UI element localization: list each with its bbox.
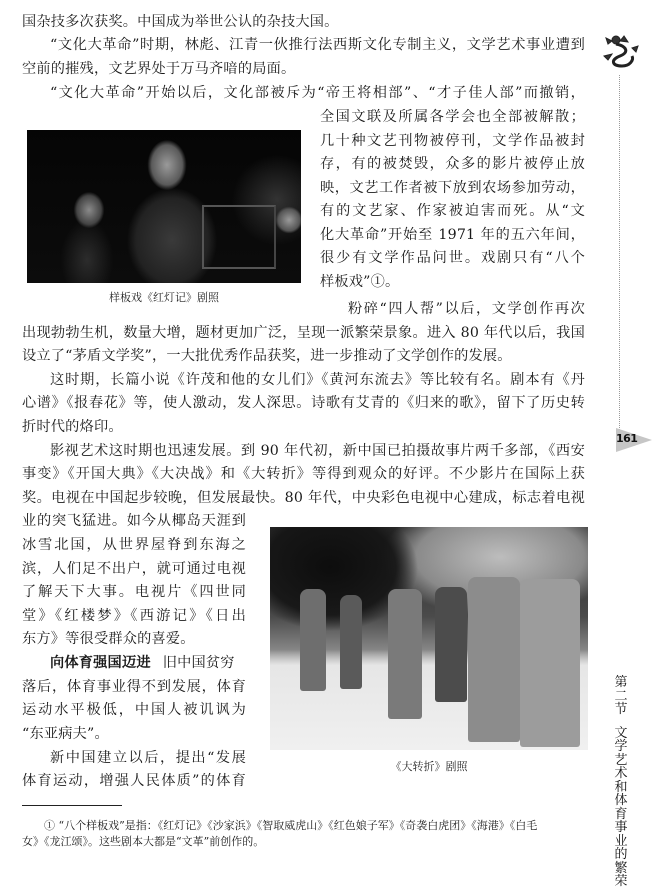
figure-caption: 样板戏《红灯记》剧照: [27, 291, 301, 305]
body-line: 冰雪北国，从世界屋脊到东海之: [22, 535, 246, 555]
body-line: 折时代的烙印。: [22, 417, 585, 437]
body-line: 滨，人们足不出户，就可通过电视: [22, 559, 246, 579]
body-line: 很少有文学作品问世。戏剧只有“八个: [320, 248, 585, 268]
chapter-title: 文学艺术和体育事业的繁荣: [614, 726, 627, 889]
body-line: 奖。电视在中国起步较晚，但发展最快。80 年代，中央彩色电视中心建成，标志着电视: [22, 488, 585, 508]
body-line: 存，有的被焚毁，众多的影片被停止放: [320, 154, 585, 174]
body-line: 事变》《开国大典》《大决战》和《大转折》等得到观众的好评。不少影片在国际上获: [22, 464, 585, 484]
body-line: 粉碎“四人帮”以后，文学创作再次: [320, 299, 585, 319]
body-line: 映，文艺工作者被下放到农场参加劳动，: [320, 178, 585, 198]
body-line: 落后，体育事业得不到发展，体育: [22, 677, 246, 697]
body-line: 心谱》《报春花》等，使人激动，发人深思。诗歌有艾青的《归来的歌》，留下了历史转: [22, 393, 585, 413]
body-line: 了解天下大事。电视片《四世同: [22, 582, 246, 602]
body-line: 全国文联及所属各学会也全部被解散；: [320, 107, 585, 127]
margin-rule: [619, 75, 620, 430]
chapter-label: [613, 676, 629, 889]
footnote-line: 女》《龙江颂》。这些剧本大都是“文革”前创作的。: [22, 834, 264, 849]
body-line: 业的突飞猛进。如今从椰岛天涯到: [22, 511, 246, 531]
body-text: 旧中国贫穷: [163, 655, 235, 671]
body-line: 空前的摧残，文艺界处于万马齐喑的局面。: [22, 59, 585, 79]
body-line: “文化大革命”开始以后，文化部被斥为“帝王将相部”、“才子佳人部”而撤销，: [22, 83, 585, 103]
body-line: 堂》《红楼梦》《西游记》《日出: [22, 606, 246, 626]
body-line: 这时期，长篇小说《许茂和他的女儿们》《黄河东流去》等比较有名。剧本有《丹: [22, 370, 585, 390]
body-line: “文化大革命”时期，林彪、江青一伙推行法西斯文化专制主义，文学艺术事业遭到: [22, 35, 585, 55]
hongdengji-photo: [27, 130, 301, 283]
body-line: 影视艺术这时期也迅速发展。到 90 年代初，新中国已拍摄故事片两千多部，《西安: [22, 441, 585, 461]
body-line: 国杂技多次获奖。中国成为举世公认的杂技大国。: [22, 12, 585, 32]
body-line: “东亚病夫”。: [22, 724, 246, 744]
body-line: 有的文艺家、作家被迫害而死。从“文: [320, 201, 585, 221]
body-line: 设立了“茅盾文学奖”，一大批优秀作品获奖，进一步推动了文学创作的发展。: [22, 346, 585, 366]
body-line: 出现勃勃生机，数量大增，题材更加广泛，呈现一派繁荣景象。进入 80 年代以后，我国: [22, 323, 585, 343]
body-line: 样板戏”①。: [320, 272, 585, 292]
chapter-section: 第二节: [614, 675, 627, 717]
body-line: 运动水平极低，中国人被讥讽为: [22, 700, 246, 720]
body-line: 新中国建立以后，提出“发展: [22, 748, 246, 768]
section-heading: 向体育强国迈进: [50, 655, 151, 671]
dragon-ornament-icon: [596, 32, 642, 72]
body-line: 体育运动，增强人民体质”的体育: [22, 771, 246, 791]
page-number: 161: [616, 432, 637, 445]
footnote-line: ① “八个样板戏”是指：《红灯记》《沙家浜》《智取威虎山》《红色娘子军》《奇袭白虎团》《海港》《白毛: [22, 818, 537, 833]
body-line: 几十种文艺刊物被停刊，文学作品被封: [320, 131, 585, 151]
figure-caption: 《大转折》剧照: [270, 760, 588, 774]
dazhuanzhe-photo: [270, 527, 588, 750]
body-line: 东方》等很受群众的喜爱。: [22, 629, 246, 649]
section-paragraph-start: [22, 653, 246, 673]
footnote-divider: [22, 805, 122, 806]
body-line: 化大革命”开始至 1971 年的五六年间，: [320, 225, 585, 245]
